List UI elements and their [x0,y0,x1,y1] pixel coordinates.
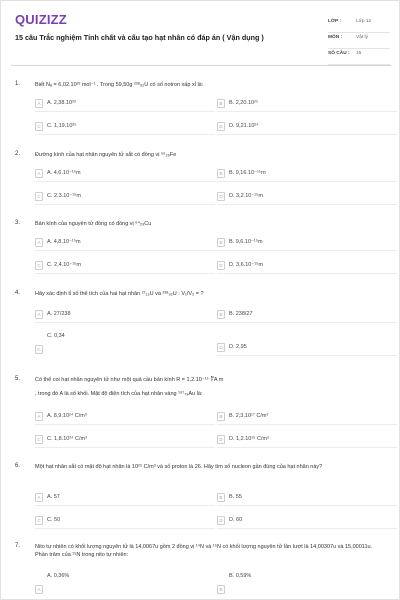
option-letter[interactable]: D [217,516,225,525]
option-text: D. 1,2.10¹⁵ C/m³ [229,436,269,442]
option-letter[interactable]: D [217,343,225,352]
question-number: 7. [15,543,21,549]
option-text: A. 8,9.10²⁴ C/m³ [47,413,87,419]
option-divider [217,273,397,274]
option-letter[interactable]: A [35,412,43,421]
option-text: B. 0,59% [229,573,252,579]
option-divider [217,322,397,323]
meta-value: Vật lý [356,35,368,40]
option-letter[interactable]: C [35,192,43,201]
option-letter[interactable]: B [217,169,225,178]
option-letter[interactable]: D [217,192,225,201]
question-number: 1. [15,81,21,87]
option-letter[interactable]: C [35,345,43,354]
option-letter[interactable]: C [35,261,43,270]
option-text: B. 2,20.10²⁵ [229,100,259,106]
option-divider [35,181,215,182]
option-text: A. 0,36% [47,573,70,579]
meta-row-count [328,49,390,65]
meta-row-subject [328,33,390,49]
option-text: A. 27/238 [47,311,71,317]
option-text: C. 50 [47,517,61,523]
option-text: A. 4,8.10⁻¹⁵m [47,239,81,245]
question-text: Đường kính của hạt nhân nguyên tử sắt có đồng vị ⁵⁶₂₆Fe [35,152,177,158]
question-text: Hãy xác định tỉ số thể tích của hai hạt nhân ²⁷₁₃U và ²³⁸₉₂U : V₁/V₂ = ? [35,291,204,297]
option-text: B. 9,6.10⁻¹⁵m [229,239,263,245]
question-number: 2. [15,151,21,157]
option-letter[interactable]: D [217,435,225,444]
meta-value: Lớp 12 [356,19,372,24]
option-letter[interactable]: A [35,493,43,502]
option-divider [217,250,397,251]
option-letter[interactable]: B [217,310,225,319]
meta-key: SỐ CÂU : [328,51,350,56]
option-text: D. 2,95 [229,344,247,350]
option-divider [35,447,215,448]
option-divider [35,204,215,205]
option-letter[interactable]: C [35,516,43,525]
option-text: C. 0,34 [47,333,65,339]
question-text-continued: , trong đó A là số khối. Mật độ điện tích của hạt nhân vàng ¹⁹⁷₇₉Au là: [35,391,203,397]
option-divider [217,181,397,182]
option-text: B. 55 [229,494,242,500]
option-divider [35,528,215,529]
meta-value: 15 [356,51,362,56]
option-letter[interactable]: D [217,122,225,131]
option-letter[interactable]: B [217,493,225,502]
option-divider [35,250,215,251]
question-text: Một hạt nhân sắt có mật độ hạt nhân là 10²⁵ C/m³ và số proton là 26. Hãy tìm số nucleon gần đúng của hạt nhân này? [35,464,323,470]
header-divider [11,65,391,66]
option-text: D. 60 [229,517,243,523]
meta-table [328,17,390,65]
question-number: 3. [15,220,21,226]
option-letter[interactable]: C [35,122,43,131]
option-letter[interactable]: B [217,99,225,108]
option-text: C. 2,3.10⁻¹⁵m [47,193,81,199]
option-divider [35,424,215,425]
option-letter[interactable]: A [35,169,43,178]
option-text: B. 238/27 [229,311,253,317]
option-text: C. 1,19.10²⁵ [47,123,77,129]
option-divider [217,528,397,529]
option-divider [217,424,397,425]
option-text: C. 1,8.10²⁴ C/m³ [47,436,87,442]
option-text: A. 2,38.10²³ [47,100,76,106]
option-text: C. 2,4.10⁻¹⁵m [47,262,81,268]
option-text: D. 3,6.10⁻¹⁵m [229,262,263,268]
option-letter[interactable]: B [217,412,225,421]
worksheet-title: 15 câu Trắc nghiệm Tính chất và cấu tạo hạt nhân có đáp án ( Vận dụng ) [15,33,264,42]
option-text: A. 4,6.10⁻¹⁵m [47,170,81,176]
option-letter[interactable]: C [35,435,43,444]
option-divider [217,355,397,356]
meta-key: LỚP : [328,19,342,24]
option-letter[interactable]: A [35,99,43,108]
option-divider [217,204,397,205]
meta-key: MÔN : [328,35,343,40]
option-text: A. 57 [47,494,60,500]
quizizz-logo: QUIZIZZ [15,12,67,27]
option-divider [35,505,215,506]
meta-row-grade [328,17,390,33]
option-divider [35,111,215,112]
option-text: B. 2,3.10¹⁷ C/m³ [229,413,269,419]
question-number: 4. [15,290,21,296]
option-letter[interactable]: D [217,261,225,270]
question-text: Bán kính của nguyên tử đồng có đồng vị ⁶⁴₂₉Cu [35,221,152,227]
option-divider [35,273,215,274]
option-divider [217,505,397,506]
option-divider [35,134,215,135]
question-number: 6. [15,463,21,469]
question-text: Biết Nₐ = 6,02.10²³ mol⁻¹ . Trong 59,50g ²³⁸₉₂U có số notron xấp xỉ là: [35,82,204,88]
option-text: D. 3,2.10⁻¹⁵m [229,193,263,199]
question-text: Có thể coi hạt nhân nguyên tử như một quả cầu bán kính R = 1,2.10⁻¹⁵ ∛A m [35,377,224,383]
option-letter[interactable]: B [217,585,225,594]
question-text: Nito tự nhiên có khối lượng nguyên tử là 14,0067u gồm 2 đồng vị ¹⁴N và ¹⁵N có khối lượng nguyên tử lần lượt là 14,00307u và 15,00011u. Phần trăm của ¹⁵N trong nito tự nhiên: [35,544,373,558]
option-divider [217,134,397,135]
option-text: B. 9,16.10⁻¹⁵m [229,170,266,176]
option-letter[interactable]: B [217,238,225,247]
option-text: D. 9,21.10²⁴ [229,123,259,129]
option-divider [217,111,397,112]
option-divider [35,322,215,323]
question-number: 5. [15,376,21,382]
option-letter[interactable]: A [35,310,43,319]
option-letter[interactable]: A [35,238,43,247]
option-divider [217,447,397,448]
option-letter[interactable]: A [35,585,43,594]
